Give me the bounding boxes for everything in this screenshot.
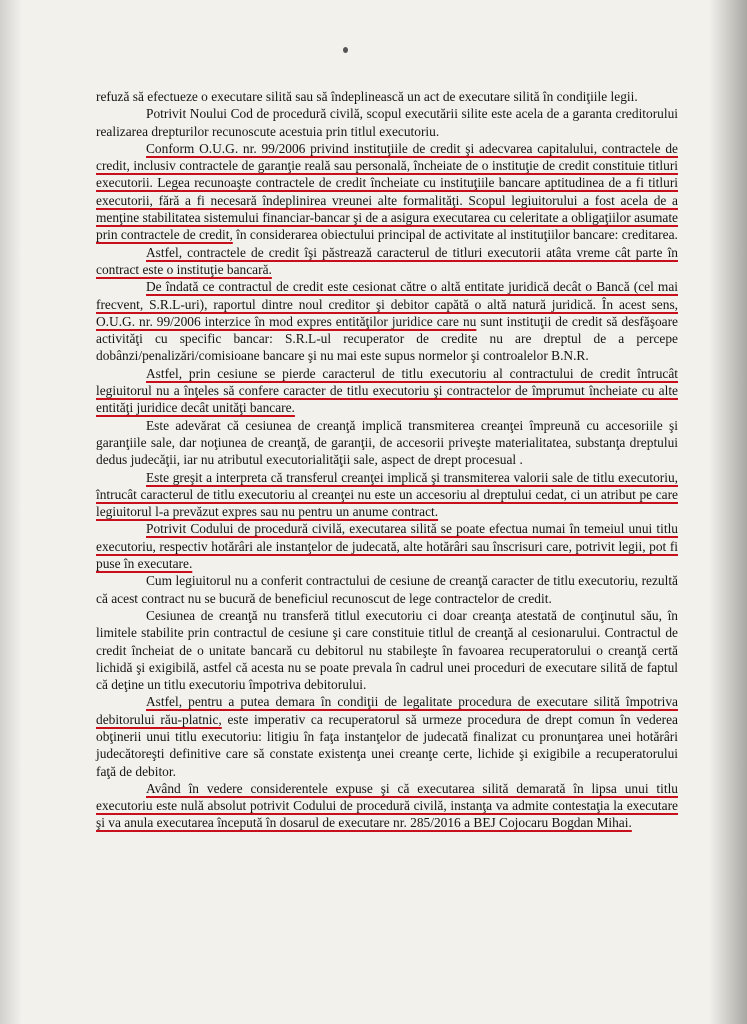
document-paragraph xyxy=(96,244,678,279)
document-paragraph xyxy=(96,572,678,607)
underlined-text-segment: Este greşit a interpreta că transferul creanţei implică şi transmiterea valorii sale de titlu executoriu, întrucât caracterul de titlu executoriu al creanţei nu este un accesoriu al dreptului cedat, ci un atribut pe care legiuitorul l-a prevăzut expres sau nu pentru un anume contract. xyxy=(96,469,678,520)
underlined-text-segment: Potrivit Codului de procedură civilă, executarea silită se poate efectua numai în temeiul unui titlu executoriu, respectiv hotărâri ale instanţelor de judecată, alte hotărâri sau înscrisuri care, potrivit legii, pot fi puse în executare. xyxy=(96,521,678,572)
underlined-text-segment: Astfel, prin cesiune se pierde caracterul de titlu executoriu al contractului de credit întrucât legiuitorul nu a înţeles să confere caracter de titlu executoriu şi contractelor de împrumut încheiate cu alte entităţi juridice decât unităţi bancare. xyxy=(96,365,678,416)
document-paragraph xyxy=(96,520,678,572)
document-paragraph xyxy=(96,469,678,521)
document-paragraph xyxy=(96,105,678,140)
text-segment: este imperativ ca recuperatorul să urmeze procedura de drept comun în vederea obţinerii unui titlu executoriu: litigiu în faţa instanţelor de judecată finalizat cu pronunţarea unei hotărâri judecătoreşti definitive care să constate existenţa unei creanţe certe, lichide şi exigibile a recuperatorului faţă de debitor. xyxy=(96,711,678,779)
document-paragraph xyxy=(96,278,678,364)
document-paragraph xyxy=(96,780,678,832)
document-paragraph xyxy=(96,365,678,417)
text-segment: refuză să efectueze o executare silită sau să îndeplinească un act de executare silită în condiţiile legii. xyxy=(96,89,638,104)
document-paragraph xyxy=(96,693,678,779)
underlined-text-segment: Conform O.U.G. nr. 99/2006 privind instituţiile de credit şi adecvarea capitalului, contractele de credit, inclusiv contractele de garanţie reală sau personală, încheiate de o instituţie de credit constituie titluri executorii. Legea recunoaşte contractele de credit încheiate cu instituţiile bancare aptitudinea de a fi titluri executorii, fără a fi necesară îndeplinirea vreunei alte formalităţi. Scopul legiuitorului a fost acela de a menţine stabilitatea sistemului financiar-bancar şi de a asigura executarea cu celeritate a obligaţiilor asumate prin contractele de credit, xyxy=(96,140,678,243)
document-paragraph xyxy=(96,607,678,693)
text-segment: Potrivit Noului Cod de procedură civilă, scopul executării silite este acela de a garanta creditorului realizarea drepturilor recunoscute acestuia prin titlul executoriu. xyxy=(96,106,678,139)
underlined-text-segment: Astfel, pentru a putea demara în condiţii de legalitate procedura de executare silită împotriva debitorului rău-platnic, xyxy=(96,694,678,727)
text-segment: sunt instituţii de credit să desfăşoare activităţi cu specific bancar: S.R.L-ul recuperator de credite nu are dreptul de a percepe dobânzi/penalizări/comisioane bancare şi nu mai este supus normelor şi controalelor B.N.R. xyxy=(96,313,678,364)
text-segment: Este adevărat că cesiunea de creanţă implică transmiterea creanţei împreună cu accesoriile şi garanţiile sale, dar noţiunea de creanţă, de garanţii, de accesorii priveşte materialitatea, substanţa dreptului dedus judecăţii, iar nu atributul executorialităţii sale, aspect de drept procesual . xyxy=(96,417,678,468)
document-body xyxy=(96,88,678,832)
page-left-edge-shadow xyxy=(0,0,22,1024)
underlined-text-segment: Având în vedere considerentele expuse şi că executarea silită demarată în lipsa unui titlu executoriu este nulă absolut potrivit Codului de procedură civilă, instanţa va admite contestaţia la executare şi va anula executarea începută în dosarul de executare nr. 285/2016 a BEJ Cojocaru Bogdan Mihai. xyxy=(96,780,678,831)
page-right-edge-shadow xyxy=(709,0,747,1024)
ink-speck xyxy=(343,47,348,53)
document-paragraph xyxy=(96,88,678,105)
document-paragraph xyxy=(96,140,678,244)
underlined-text-segment: De îndată ce contractul de credit este cesionat către o altă entitate juridică decât o Bancă (cel mai frecvent, S.R.L-uri), raportul dintre noul creditor şi debitor capătă o altă natură juridică. În acest sens, O.U.G. nr. 99/2006 interzice în mod expres entităţilor juridice care nu xyxy=(96,279,678,329)
text-segment: în considerarea obiectului principal de activitate al instituţiilor bancare: creditarea. xyxy=(232,227,678,243)
document-paragraph xyxy=(96,417,678,469)
text-segment: Cum legiuitorul nu a conferit contractului de cesiune de creanţă caracter de titlu executoriu, rezultă că acest contract nu se bucură de beneficiul recunoscut de lege contractelor de credit. xyxy=(96,573,678,606)
underlined-text-segment: Astfel, contractele de credit îşi păstrează caracterul de titluri executorii atâta vreme cât parte în contract este o instituţie bancară. xyxy=(96,244,678,277)
text-segment: Cesiunea de creanţă nu transferă titlul executoriu ci doar creanţa atestată de conţinutul său, în limitele stabilite prin contractul de cesiune şi care constituie titlul de creanţă al cesionarului. Contractul de credit încheiat de o unitate bancară cu debitorul nu stabileşte în favoarea recuperatorului o creanţă certă lichidă şi exigibilă, astfel că acesta nu se poate prevala în cadrul unei proceduri de executare silită de faptul că deţine un titlu executoriu împotriva debitorului. xyxy=(96,607,678,693)
